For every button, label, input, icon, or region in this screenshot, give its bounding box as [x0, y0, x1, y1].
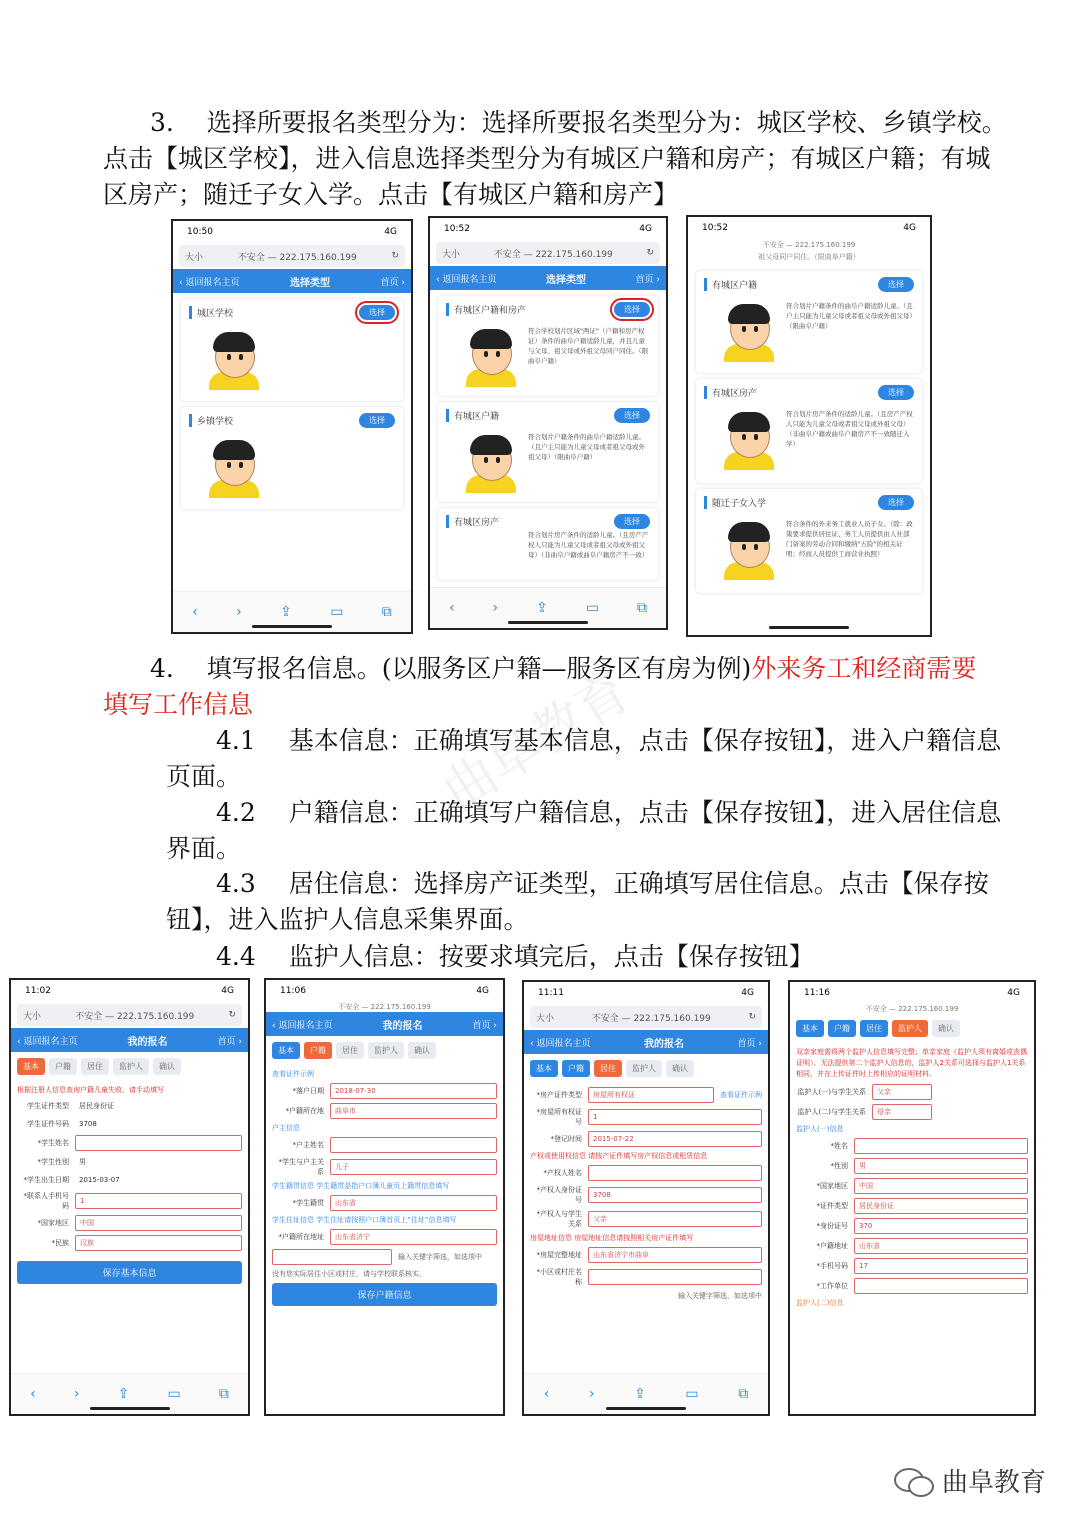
field-name: *学生姓名: [17, 1135, 242, 1151]
select-button[interactable]: 选择: [359, 305, 395, 320]
field-settle-date: *落户日期 2018-07-30: [272, 1083, 497, 1099]
reload-icon: ↻: [228, 1010, 236, 1020]
section-3-line-2: 点击【城区学校】，进入信息选择类型分为有城区户籍和房产；有城区户籍；有城: [103, 144, 991, 173]
child-avatar: [203, 328, 265, 390]
card-town-school: 乡镇学校 选择: [181, 407, 403, 509]
field-householder-name: *户主姓名: [272, 1137, 497, 1153]
status-bar: 11:02 4G: [25, 986, 234, 996]
tab-household[interactable]: 户籍: [49, 1058, 77, 1075]
phone-screenshot-residence-info: [522, 980, 770, 1416]
field-country: *国家地区 中国: [17, 1215, 242, 1231]
back-link[interactable]: ‹ 返回报名主页: [17, 1036, 78, 1047]
field-registry-place: *户籍所在地 曲阜市: [272, 1103, 497, 1119]
watermark: 曲阜教育: [432, 661, 642, 823]
tab-basic[interactable]: 基本: [17, 1058, 45, 1075]
tab-residence[interactable]: 居住: [81, 1058, 109, 1075]
bottom-note: 没有您实际居住小区或村庄，请与学校联系核实。: [272, 1270, 426, 1278]
card-type-a: 有城区户籍 选择 符合划片户籍条件的曲阜户籍适龄儿童。（且户主只能为儿童父母或者祖父母或外祖父母）（限曲阜户籍）: [696, 271, 922, 373]
search-hint: 输入关键字筛选，如选项中: [272, 1249, 497, 1265]
field-owner-relation: *产权人与学生关系 父亲: [530, 1209, 762, 1229]
share-icon[interactable]: ⇪: [536, 600, 548, 616]
tabs-icon[interactable]: ⧉: [381, 604, 392, 620]
home-link[interactable]: 首页 ›: [737, 1038, 762, 1049]
status-bar: 11:16 4G: [804, 988, 1020, 998]
url-bar[interactable]: 大小 不安全 — 222.175.160.199 ↻: [530, 1006, 762, 1028]
card-type-3: 有城区房产 选择 符合划片房产条件的适龄儿童。（且房产产权人只能为儿童父母或者祖父母或外祖父母）（非曲阜户籍或曲阜户籍房产不一致）: [438, 508, 658, 580]
field-community-name: *小区或村庄名称: [530, 1267, 762, 1287]
tab-residence[interactable]: 居住: [594, 1060, 622, 1077]
share-icon[interactable]: ⇪: [117, 1386, 130, 1402]
select-button[interactable]: 选择: [614, 302, 650, 317]
field-register-date: *登记时间 2015-07-22: [530, 1131, 762, 1147]
home-link[interactable]: 首页 ›: [635, 274, 660, 285]
back-link[interactable]: ‹ 返回报名主页: [436, 274, 497, 285]
tab-residence[interactable]: 居住: [336, 1042, 364, 1059]
field-native-place: *学生籍贯 山东省: [272, 1195, 497, 1211]
guardian-notice: 双亲家庭需将两个监护人信息填写完整；单亲家庭（监护人须有离婚或丧偶证明）、无法提供第二个监护人信息的，监护人2关系可选择与监护人1关系相同，并在上传证件时上传相应的证明材料。: [796, 1048, 1027, 1078]
tabs-icon[interactable]: ⧉: [218, 1386, 229, 1402]
phone-screenshot-basic-info: [9, 978, 250, 1416]
home-link[interactable]: 首页 ›: [217, 1036, 242, 1047]
tab-guardian[interactable]: 监护人: [892, 1020, 928, 1037]
field-address: *户籍所在地址 山东省济宁: [272, 1229, 497, 1245]
field-g-country: *国家地区 中国: [796, 1178, 1028, 1194]
select-button[interactable]: 选择: [359, 413, 395, 428]
select-button[interactable]: 选择: [614, 514, 650, 529]
nav-bar: ‹ 返回报名主页 选择类型 首页 ›: [173, 269, 411, 293]
step-4-1: 4.1 基本信息：正确填写基本信息，点击【保存按钮】，进入户籍信息: [216, 726, 1002, 755]
status-bar: 10:52 4G: [702, 223, 916, 233]
card-type-b: 有城区房产 选择 符合划片房产条件的适龄儿童。（且房产产权人只能为儿童父母或者祖父母或外祖父母）（非曲阜户籍或曲阜户籍房产不一致随迁入学）: [696, 379, 922, 483]
section-3-line-1: 3. 选择所要报名类型分为：选择所要报名类型分为：城区学校、乡镇学校。: [150, 108, 1007, 137]
card-description: 符合划片房产条件的适龄儿童。（且房产产权人只能为儿童父母或者祖父母或外祖父母）（非曲阜户籍或曲阜户籍房产不一致随迁入学）: [786, 410, 913, 448]
select-button[interactable]: 选择: [878, 385, 914, 400]
nav-bar: ‹ 返回报名主页 选择类型 首页 ›: [430, 266, 666, 290]
tabs-icon[interactable]: ⧉: [738, 1386, 749, 1402]
field-id-number: 学生证件号码 3708: [27, 1120, 97, 1128]
phone-screenshot-select-school: [171, 219, 413, 634]
bookmarks-icon[interactable]: ▭: [585, 600, 600, 616]
url-bar[interactable]: 大小 不安全 — 222.175.160.199 ↻: [436, 242, 660, 264]
bookmarks-icon[interactable]: ▭: [167, 1386, 181, 1402]
browser-toolbar: [173, 591, 411, 632]
reload-icon: ↻: [646, 248, 654, 258]
back-link[interactable]: ‹ 返回报名主页: [530, 1038, 591, 1049]
tab-confirm[interactable]: 确认: [666, 1060, 694, 1077]
back-link[interactable]: ‹ 返回报名主页: [179, 277, 240, 288]
nav-bar: ‹ 返回报名主页 我的报名 首页 ›: [11, 1028, 248, 1052]
child-avatar: [460, 431, 522, 493]
field-owner-name: *产权人姓名: [530, 1165, 762, 1181]
field-g-gender: *性别 男: [796, 1158, 1028, 1174]
card-urban-school: 城区学校 选择: [181, 299, 403, 401]
back-arrow-icon[interactable]: ‹: [448, 600, 455, 616]
url-text: 不安全 — 222.175.160.199: [865, 1005, 959, 1013]
section-address: 学生住址信息 学生住址请按照户口簿首页上“住址”信息填写: [272, 1216, 457, 1224]
tab-confirm[interactable]: 确认: [153, 1058, 181, 1075]
child-avatar: [718, 518, 780, 580]
field-g-employer: *工作单位: [796, 1278, 1028, 1294]
tab-basic[interactable]: 基本: [796, 1020, 824, 1037]
tab-guardian[interactable]: 监护人: [626, 1060, 662, 1077]
field-g-name: *姓名: [796, 1138, 1028, 1154]
section-householder: 户主信息: [272, 1124, 300, 1132]
step-tabs: [266, 1036, 503, 1065]
phone-screenshot-guardian-info: [788, 980, 1036, 1416]
field-property-cert-type: *房产证件类型 房屋所有权证 查看证件示例: [530, 1087, 762, 1103]
bookmarks-icon[interactable]: ▭: [685, 1386, 699, 1402]
browser-toolbar: [524, 1373, 768, 1414]
card-description: 符合划片户籍条件的曲阜户籍适龄儿童。（且户主只能为儿童父母或者祖父母或外祖父母）（限曲阜户籍）: [786, 302, 913, 330]
view-example-link[interactable]: 查看证件示例: [272, 1070, 314, 1078]
section-guardian-2: 监护人(二)信息: [796, 1299, 844, 1307]
step-4-1-cont: 页面。: [166, 762, 242, 791]
field-g-address: *户籍地址 山东省: [796, 1238, 1028, 1254]
url-bar[interactable]: 大小 不安全 — 222.175.160.199 ↻: [179, 245, 405, 267]
save-household-button[interactable]: 保存户籍信息: [272, 1283, 497, 1306]
select-button[interactable]: 选择: [878, 495, 914, 510]
card-description: 符合划片房产条件的适龄儿童。（且房产产权人只能为儿童父母或者祖父母或外祖父母）（非曲阜户籍或曲阜户籍房产不一致）: [528, 531, 649, 559]
field-phone: *联系人手机号码 1: [17, 1191, 242, 1211]
child-avatar: [718, 300, 780, 362]
status-bar: 10:52 4G: [444, 224, 652, 234]
share-icon[interactable]: ⇪: [634, 1386, 646, 1402]
tab-household[interactable]: 户籍: [304, 1042, 332, 1059]
tab-household[interactable]: 户籍: [828, 1020, 856, 1037]
field-id-type: 学生证件类型 居民身份证: [27, 1102, 114, 1110]
home-link[interactable]: 首页 ›: [380, 277, 405, 288]
status-bar: 11:06 4G: [280, 986, 489, 996]
step-tabs: [524, 1054, 768, 1083]
notice: 根据注册人信息查询户籍儿童失败，请手动填写: [17, 1086, 164, 1094]
tab-confirm[interactable]: 确认: [408, 1042, 436, 1059]
field-ethnicity: *民族 汉族: [17, 1235, 242, 1251]
section-native-place: 学生籍贯信息 学生籍贯是指户口簿儿童页上籍贯信息填写: [272, 1182, 450, 1190]
field-g-id-number: *身份证号 370: [796, 1218, 1028, 1234]
url-text: 不安全 — 222.175.160.199: [338, 1003, 431, 1011]
step-4-4: 4.4 监护人信息：按要求填完后，点击【保存按钮】: [216, 942, 814, 971]
wechat-icon: [894, 1466, 934, 1496]
card-type-1: 有城区户籍和房产 选择 符合学校划片区域"两证"（户籍和房产权证）条件的曲阜户籍适龄儿童，并且儿童与父母、祖父母或外祖父母同户同住。（限曲阜户籍）: [438, 296, 658, 396]
reload-icon: ↻: [748, 1012, 756, 1022]
card-description: 符合条件的外来务工就业人员子女。（除：政策要求提供居住证、务工人员提供由人社部门备案的劳动合同和缴纳"五险"的相关证明；经商人员提供工商营业执照）: [786, 520, 913, 558]
field-owner-id: *产权人身份证号 3708: [530, 1185, 762, 1205]
select-button[interactable]: 选择: [614, 408, 650, 423]
step-tabs: [790, 1014, 1034, 1043]
card-description: 符合学校划片区域"两证"（户籍和房产权证）条件的曲阜户籍适龄儿童，并且儿童与父母、祖父母或外祖父母同户同住。（限曲阜户籍）: [528, 327, 649, 365]
phone-screenshot-household-info: [264, 978, 505, 1416]
tab-confirm[interactable]: 确认: [932, 1020, 960, 1037]
child-avatar: [203, 436, 265, 498]
reload-icon: ↻: [391, 251, 399, 261]
back-arrow-icon[interactable]: ‹: [30, 1386, 36, 1402]
card-type-c: 随迁子女入学 选择 符合条件的外来务工就业人员子女。（除：政策要求提供居住证、务工人员提供由人社部门备案的劳动合同和缴纳"五险"的相关证明；经商人员提供工商营业执照）: [696, 489, 922, 593]
tabs-icon[interactable]: ⧉: [636, 600, 647, 616]
logo-text: 曲阜教育: [941, 1468, 1046, 1498]
phone-screenshot-select-type: [428, 216, 668, 630]
status-bar: 10:50 4G: [187, 227, 397, 237]
property-notice: 产权或使用权信息 请按产证件填写房产权信息或租赁信息: [530, 1152, 708, 1160]
wechat-account-logo: [894, 1462, 1046, 1499]
field-guardian2-relation: 监护人(二)与学生关系 母亲: [796, 1104, 1028, 1120]
tab-guardian[interactable]: 监护人: [113, 1058, 149, 1075]
search-hint: 输入关键字筛选，如选项中: [678, 1292, 762, 1300]
forward-arrow-icon[interactable]: ›: [236, 604, 242, 620]
field-gender: *学生性别 男: [37, 1158, 86, 1166]
section-4-line-2: 填写工作信息: [103, 690, 254, 719]
nav-bar: ‹ 返回报名主页 我的报名 首页 ›: [524, 1030, 768, 1054]
field-guardian1-relation: 监护人(一)与学生关系 父亲: [796, 1084, 1028, 1100]
child-avatar: [718, 408, 780, 470]
step-4-3: 4.3 居住信息：选择房产证类型，正确填写居住信息。点击【保存按: [216, 869, 989, 898]
card-type-2: 有城区户籍 选择 符合划片户籍条件的曲阜户籍适龄儿童。（且户主只能为儿童父母或者祖父母或外祖父母）（限曲阜户籍）: [438, 402, 658, 502]
forward-arrow-icon[interactable]: ›: [588, 1386, 595, 1402]
url-bar[interactable]: 大小 不安全 — 222.175.160.199 ↻: [17, 1004, 242, 1026]
step-4-3-cont: 钮】，进入监护人信息采集界面。: [166, 905, 529, 934]
address-notice: 房屋地址信息 房屋地址信息请按照相关房产证件填写: [530, 1234, 694, 1242]
back-arrow-icon[interactable]: ‹: [192, 604, 198, 620]
share-icon[interactable]: ⇪: [280, 604, 292, 620]
field-g-id-type: *证件类型 居民身份证: [796, 1198, 1028, 1214]
child-avatar: [460, 325, 522, 387]
nav-bar: ‹ 返回报名主页 我的报名 首页 ›: [266, 1012, 503, 1036]
field-g-phone: *手机号码 17: [796, 1258, 1028, 1274]
select-button[interactable]: 选择: [878, 277, 914, 292]
status-bar: 11:11 4G: [538, 988, 754, 998]
phone-screenshot-select-type-scrolled: [686, 215, 932, 637]
view-example-link[interactable]: 查看证件示例: [720, 1091, 762, 1099]
section-guardian-1: 监护人(一)信息: [796, 1125, 844, 1133]
section-4-line-1: 4. 填写报名信息。(以服务区户籍—服务区有房为例)外来务工和经商需要: [150, 654, 977, 683]
step-4-2: 4.2 户籍信息：正确填写户籍信息，点击【保存按钮】，进入居住信息: [216, 798, 1002, 827]
forward-arrow-icon[interactable]: ›: [492, 600, 499, 616]
scrolled-header: 不安全 — 222.175.160.199 祖父母同户同住。（限曲阜户籍）: [758, 241, 860, 261]
tab-residence[interactable]: 居住: [860, 1020, 888, 1037]
card-description: 符合划片户籍条件的曲阜户籍适龄儿童。（且户主只能为儿童父母或者祖父母或外祖父母）（限曲阜户籍）: [528, 433, 645, 461]
tab-guardian[interactable]: 监护人: [368, 1042, 404, 1059]
field-property-cert-no: *房屋所有权证号 1: [530, 1107, 762, 1127]
tab-basic[interactable]: 基本: [530, 1060, 558, 1077]
field-full-address: *房屋完整地址 山东省济宁市曲阜: [530, 1247, 762, 1263]
tab-household[interactable]: 户籍: [562, 1060, 590, 1077]
browser-toolbar: [11, 1373, 248, 1414]
back-link[interactable]: ‹ 返回报名主页: [272, 1020, 333, 1031]
save-basic-button[interactable]: 保存基本信息: [17, 1261, 242, 1284]
field-relation: *学生与户主关系 儿子: [272, 1157, 497, 1177]
browser-toolbar: [430, 587, 666, 628]
step-tabs: [11, 1052, 248, 1081]
tab-basic[interactable]: 基本: [272, 1042, 300, 1059]
step-4-2-cont: 界面。: [166, 834, 242, 863]
home-link[interactable]: 首页 ›: [472, 1020, 497, 1031]
section-3-line-3: 区房产；随迁子女入学。点击【有城区户籍和房产】: [103, 180, 679, 209]
field-birthdate: *学生出生日期 2015-03-07: [23, 1176, 120, 1184]
forward-arrow-icon[interactable]: ›: [73, 1386, 80, 1402]
back-arrow-icon[interactable]: ‹: [543, 1386, 550, 1402]
bookmarks-icon[interactable]: ▭: [330, 604, 344, 620]
